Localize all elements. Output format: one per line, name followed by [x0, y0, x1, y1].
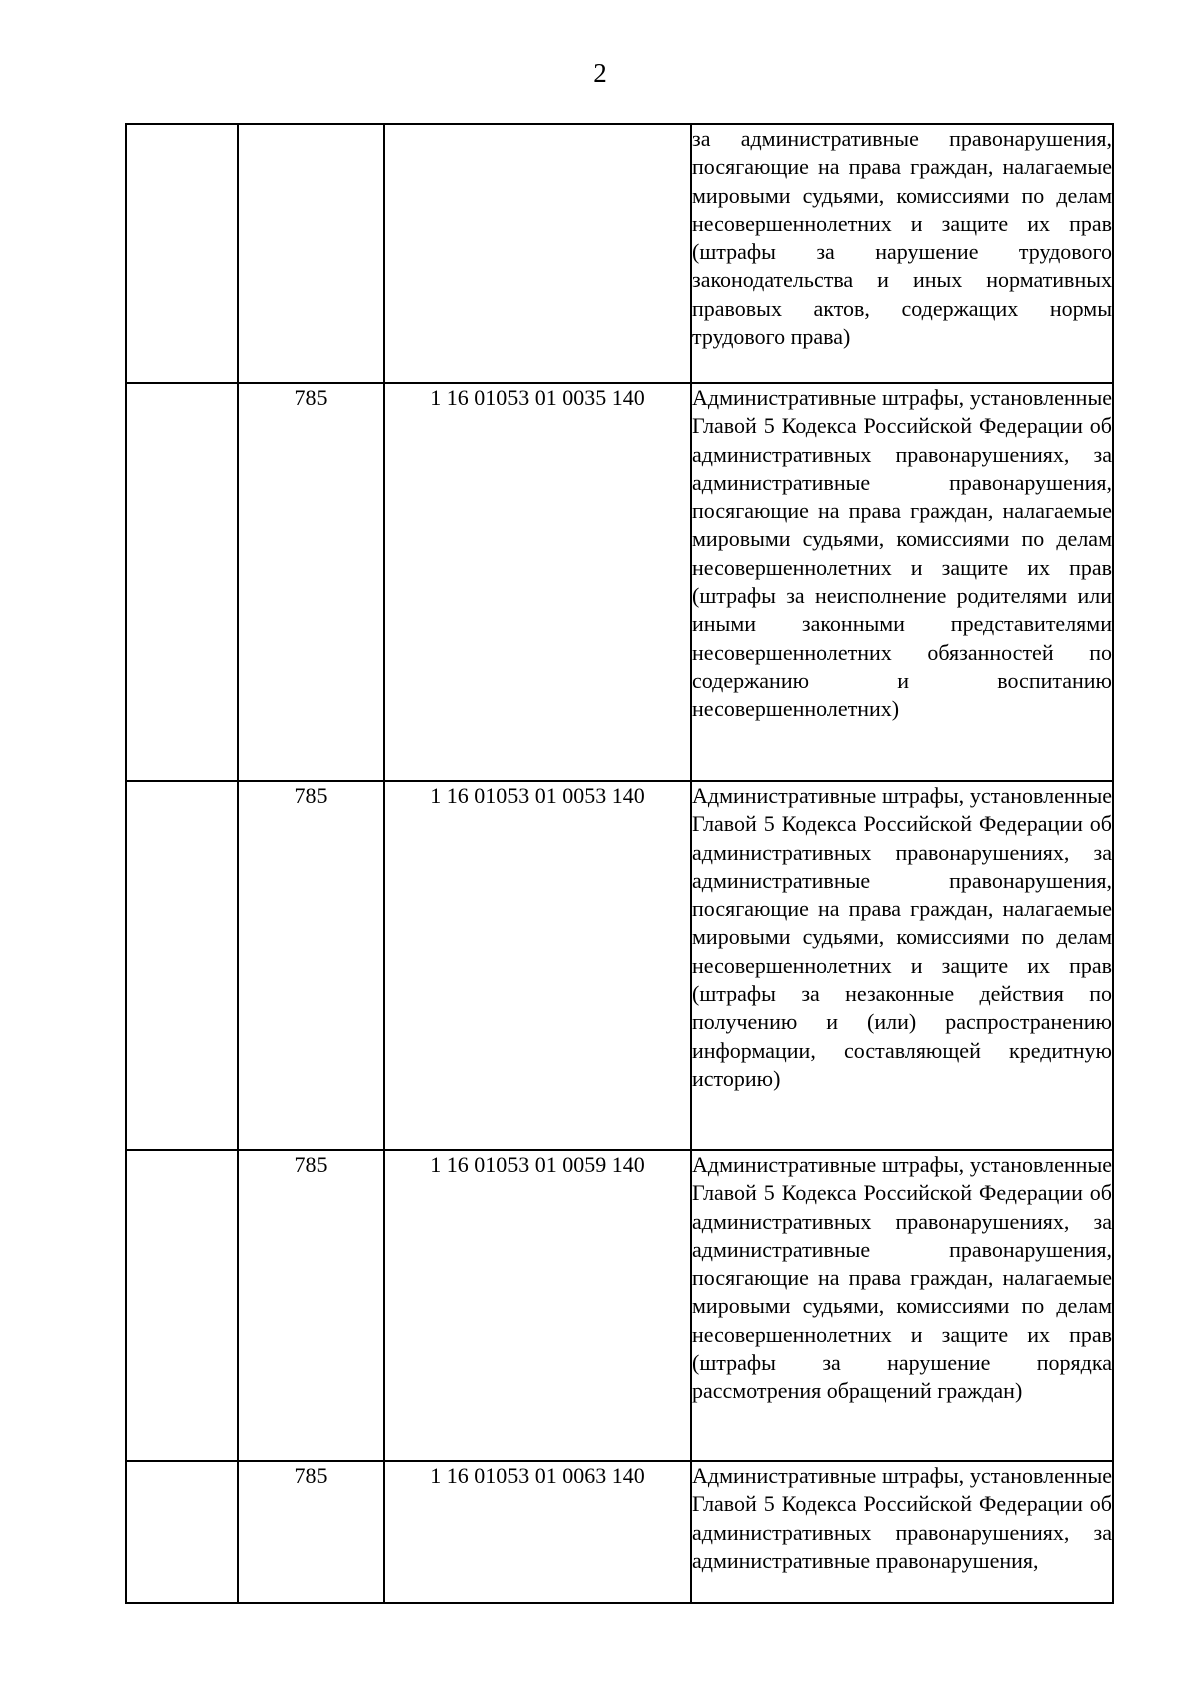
description-text: Административные штрафы, установленные Главой 5 Кодекса Российской Федерации об административных правонарушениях, за административные правонарушения, посягающие на права граждан, налагаемые мировыми судьями, комиссиями по делам несовершеннолетних и защите их прав (штрафы за незаконные действия по получению и (или) распространению информации, составляющей кредитную историю): [692, 783, 1112, 1091]
table-row: [126, 383, 1113, 781]
row-index-cell: [126, 781, 238, 1150]
row-index-cell: [126, 1461, 238, 1603]
row-index-cell: [126, 124, 238, 383]
budget-code-cell: 1 16 01053 01 0059 140: [384, 1150, 691, 1461]
table-row: [126, 1461, 1113, 1603]
description-text: за административные правонарушения, посягающие на права граждан, налагаемые мировыми судьями, комиссиями по делам несовершеннолетних и защите их прав (штрафы за нарушение трудового законодательства и иных нормативных правовых актов, содержащих нормы трудового права): [692, 126, 1112, 350]
description-text: Административные штрафы, установленные Главой 5 Кодекса Российской Федерации об административных правонарушениях, за административные правонарушения, посягающие на права граждан, налагаемые мировыми судьями, комиссиями по делам несовершеннолетних и защите их прав (штрафы за нарушение порядка рассмотрения обращений граждан): [692, 1152, 1112, 1404]
admin-code-cell: 785: [238, 383, 384, 781]
description-text: Административные штрафы, установленные Главой 5 Кодекса Российской Федерации об административных правонарушениях, за административные правонарушения, посягающие на права граждан, налагаемые мировыми судьями, комиссиями по делам несовершеннолетних и защите их прав (штрафы за неисполнение родителями или иными законными представителями несовершеннолетних обязанностей по содержанию и воспитанию несовершеннолетних): [692, 385, 1112, 722]
description-cell: [691, 1150, 1113, 1461]
admin-code-cell: 785: [238, 781, 384, 1150]
description-text: Административные штрафы, установленные Главой 5 Кодекса Российской Федерации об административных правонарушениях, за административные правонарушения,: [692, 1463, 1112, 1573]
page-number: 2: [593, 58, 607, 88]
budget-code-cell: 1 16 01053 01 0035 140: [384, 383, 691, 781]
table-row: [126, 781, 1113, 1150]
row-index-cell: [126, 1150, 238, 1461]
description-cell: [691, 124, 1113, 383]
table-row: [126, 124, 1113, 383]
budget-code-cell: [384, 124, 691, 383]
budget-code-cell: 1 16 01053 01 0063 140: [384, 1461, 691, 1603]
table-row: [126, 1150, 1113, 1461]
admin-code-cell: [238, 124, 384, 383]
description-cell: [691, 1461, 1113, 1603]
row-index-cell: [126, 383, 238, 781]
description-cell: [691, 781, 1113, 1150]
admin-code-cell: 785: [238, 1461, 384, 1603]
admin-code-cell: 785: [238, 1150, 384, 1461]
budget-code-cell: 1 16 01053 01 0053 140: [384, 781, 691, 1150]
description-cell: [691, 383, 1113, 781]
budget-codes-table: [125, 123, 1114, 1604]
